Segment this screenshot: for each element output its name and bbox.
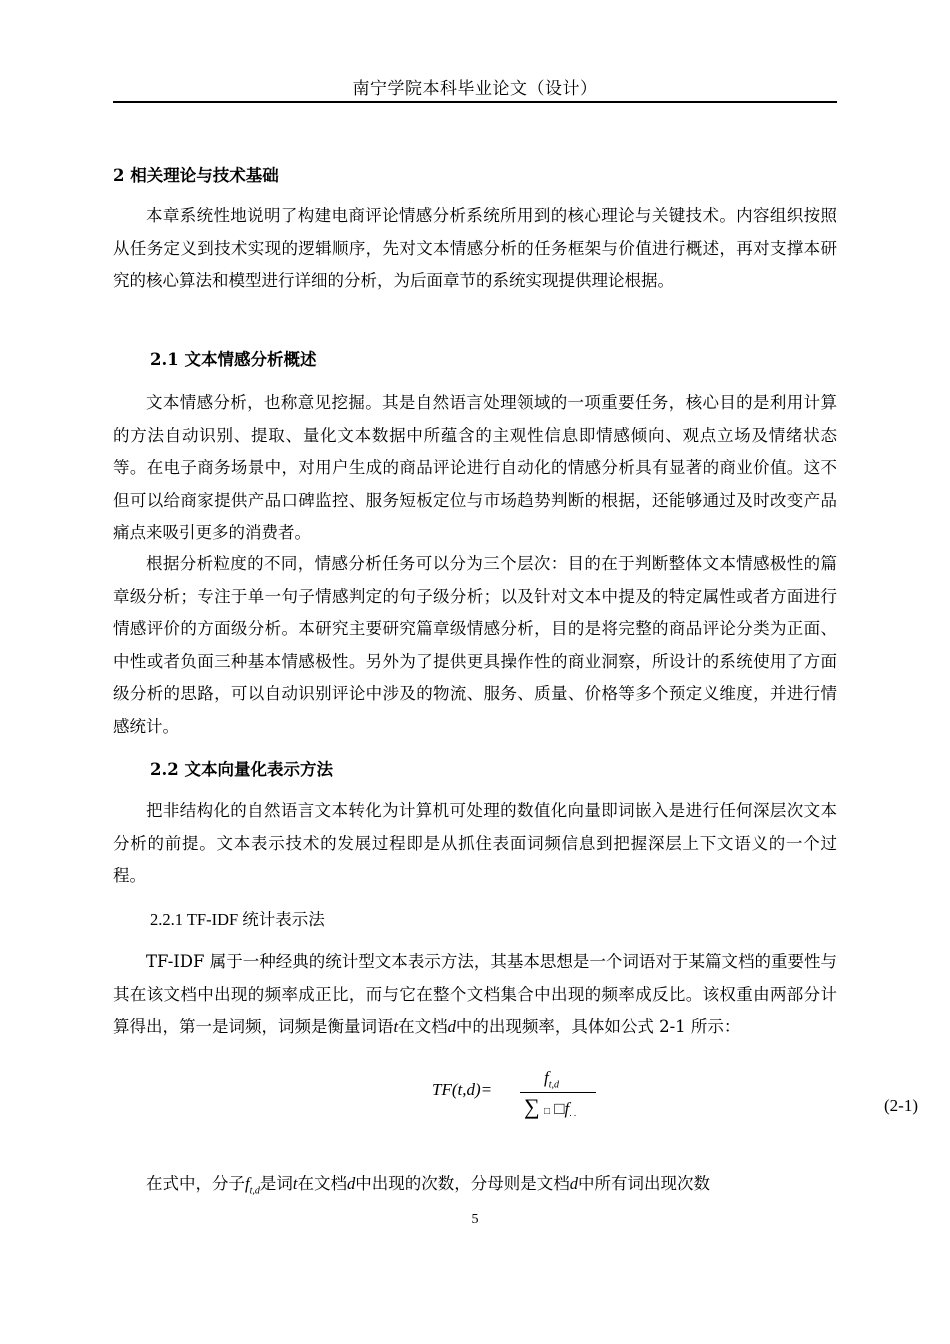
denominator-f: □f	[554, 1099, 570, 1118]
paragraph-text: 中所有词出现次数	[577, 1174, 710, 1193]
paragraph-text: 中出现的次数，分母则是文档	[355, 1174, 570, 1193]
variable-d: d	[346, 1174, 356, 1193]
variable-f: f	[245, 1174, 250, 1193]
paragraph-text: TF-IDF 属于一种经典的统计型文本表示方法，其基本思想是一个词语对于某篇文档的重要性与其在该文档中出现的频率成正比，而与它在整个文档集合中出现的频率成反比。该权重由两部分计算得出，第一是词频，词频是衡量词语	[113, 952, 837, 1036]
paragraph-text: 在文档	[297, 1174, 347, 1193]
formula-lhs: TF(t,d)=	[432, 1080, 493, 1099]
section-2-2-1-paragraph-2	[113, 1168, 837, 1201]
denominator-subscript: · ·	[569, 1110, 576, 1121]
variable-t: t	[292, 1174, 298, 1193]
section-2-1-paragraph-2: 根据分析粒度的不同，情感分析任务可以分为三个层次：目的在于判断整体文本情感极性的篇章级分析；专注于单一句子情感判定的句子级分析；以及针对文本中提及的特定属性或者方面进行情感评价的方面级分析。本研究主要研究篇章级情感分析，目的是将完整的商品评论分类为正面、中性或者负面三种基本情感极性。另外为了提供更具操作性的商业洞察，所设计的系统使用了方面级分析的思路，可以自动识别评论中涉及的物流、服务、质量、价格等多个预定义维度，并进行情感统计。	[113, 554, 837, 736]
paragraph-text: 在文档	[398, 1017, 448, 1036]
header-rule	[113, 101, 837, 103]
variable-t: t	[393, 1017, 399, 1036]
paragraph-text: 在式中，分子	[146, 1174, 245, 1193]
section-2-1-heading: 2.1 文本情感分析概述	[150, 350, 317, 369]
tf-formula	[432, 1068, 612, 1130]
variable-d: d	[447, 1017, 456, 1036]
formula-numerator	[544, 1068, 559, 1090]
chapter-intro-paragraph: 本章系统性地说明了构建电商评论情感分析系统所用到的核心理论与关键技术。内容组织按照从任务定义到技术实现的逻辑顺序，先对文本情感分析的任务框架与价值进行概述，再对支撑本研究的核心算法和模型进行详细的分析，为后面章节的系统实现提供理论根据。	[113, 206, 837, 290]
sigma-symbol: ∑	[524, 1094, 540, 1119]
paragraph-text: 是词	[259, 1174, 293, 1193]
variable-d: d	[569, 1174, 578, 1193]
section-2-2-1-paragraph-1	[113, 946, 837, 1044]
fraction-line	[520, 1092, 596, 1093]
numerator-subscript: t,d	[548, 1079, 560, 1091]
formula-denominator	[524, 1094, 576, 1120]
chapter-heading: 2 相关理论与技术基础	[113, 166, 279, 185]
section-2-2-paragraph-1: 把非结构化的自然语言文本转化为计算机可处理的数值化向量即词嵌入是进行任何深层次文本分析的前提。文本表示技术的发展过程即是从抓住表面词频信息到把握深层上下文语义的一个过程。	[113, 801, 837, 885]
paragraph-text: 中的出现频率，具体如公式 2-1 所示：	[455, 1017, 741, 1036]
equation-number: (2-1)	[884, 1096, 918, 1115]
placeholder-box: □	[543, 1106, 550, 1117]
section-2-2-heading: 2.2 文本向量化表示方法	[150, 760, 333, 779]
section-2-1-paragraph-1: 文本情感分析，也称意见挖掘。其是自然语言处理领域的一项重要任务，核心目的是利用计算的方法自动识别、提取、量化文本数据中所蕴含的主观性信息即情感倾向、观点立场及情绪状态等。在电子商务场景中，对用户生成的商品评论进行自动化的情感分析具有显著的商业价值。这不但可以给商家提供产品口碑监控、服务短板定位与市场趋势判断的根据，还能够通过及时改变产品痛点来吸引更多的消费者。	[113, 393, 837, 542]
variable-f-subscript: t,d	[249, 1185, 260, 1197]
page-number: 5	[471, 1212, 479, 1227]
page-header: 南宁学院本科毕业论文（设计）	[352, 79, 598, 99]
numerator-f: f	[544, 1068, 549, 1087]
section-2-2-1-heading: 2.2.1 TF-IDF 统计表示法	[150, 910, 325, 929]
